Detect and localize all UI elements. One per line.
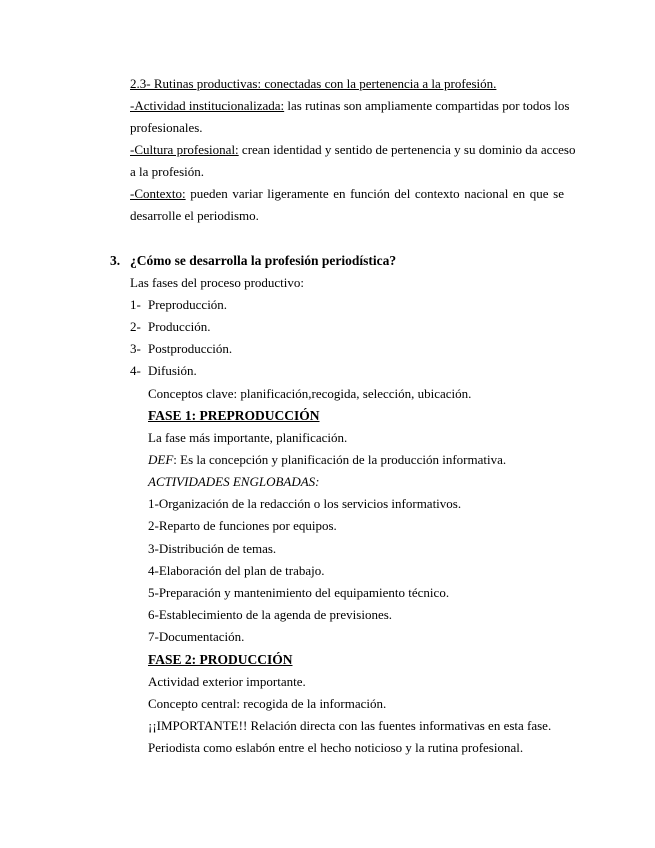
fase-1-title: FASE 1: PREPRODUCCIÓN bbox=[148, 408, 320, 423]
phase-label: Difusión. bbox=[148, 363, 197, 378]
phase-label: Postproducción. bbox=[148, 341, 233, 356]
actividad-text: las rutinas son ampliamente compartidas por todos los bbox=[284, 98, 570, 113]
fase-1-subtitle: La fase más importante, planificación. bbox=[148, 430, 348, 445]
def-text: : Es la concepción y planificación de la producción informativa. bbox=[173, 452, 507, 467]
phase-num: 1- bbox=[130, 297, 141, 312]
phases-intro: Las fases del proceso productivo: bbox=[130, 275, 305, 290]
contexto-term: -Contexto: bbox=[130, 186, 186, 201]
phase-label: Preproducción. bbox=[148, 297, 228, 312]
cultura-text: crean identidad y sentido de pertenencia y su dominio da acceso bbox=[238, 142, 576, 157]
contexto-text-cont: desarrolle el periodismo. bbox=[130, 208, 259, 223]
def-label: DEF bbox=[148, 452, 174, 467]
fase-1-definition bbox=[148, 452, 506, 468]
cultura-term: -Cultura profesional: bbox=[130, 142, 239, 157]
activity-item: 7-Documentación. bbox=[148, 629, 245, 644]
phase-num: 2- bbox=[130, 319, 141, 334]
activity-item: 5-Preparación y mantenimiento del equipamiento técnico. bbox=[148, 585, 450, 600]
activities-heading: ACTIVIDADES ENGLOBADAS: bbox=[148, 474, 320, 489]
section-3-title: ¿Cómo se desarrolla la profesión periodística? bbox=[130, 253, 397, 268]
fase-2-line: Actividad exterior importante. bbox=[148, 674, 306, 689]
fase-2-title: FASE 2: PRODUCCIÓN bbox=[148, 652, 293, 667]
activity-item: 4-Elaboración del plan de trabajo. bbox=[148, 563, 325, 578]
fase-2-line: Concepto central: recogida de la información. bbox=[148, 696, 387, 711]
activity-item: 2-Reparto de funciones por equipos. bbox=[148, 518, 337, 533]
contexto-text: pueden variar ligeramente en función del contexto nacional en que se bbox=[185, 186, 564, 201]
actividad-term: -Actividad institucionalizada: bbox=[130, 98, 285, 113]
activity-item: 6-Establecimiento de la agenda de previsiones. bbox=[148, 607, 393, 622]
cultura-line bbox=[130, 142, 575, 158]
phase-label: Producción. bbox=[148, 319, 211, 334]
key-concepts: Conceptos clave: planificación,recogida, selección, ubicación. bbox=[148, 386, 472, 401]
phase-num: 3- bbox=[130, 341, 141, 356]
fase-2-line: Periodista como eslabón entre el hecho noticioso y la rutina profesional. bbox=[148, 740, 524, 755]
section-2-3-heading: 2.3- Rutinas productivas: conectadas con la pertenencia a la profesión. bbox=[130, 76, 497, 91]
section-3-number: 3. bbox=[110, 253, 121, 268]
cultura-text-cont: a la profesión. bbox=[130, 164, 205, 179]
actividad-text-cont: profesionales. bbox=[130, 120, 203, 135]
activity-item: 1-Organización de la redacción o los servicios informativos. bbox=[148, 496, 462, 511]
phase-num: 4- bbox=[130, 363, 141, 378]
contexto-line bbox=[130, 186, 564, 202]
fase-2-line: ¡¡IMPORTANTE!! Relación directa con las fuentes informativas en esta fase. bbox=[148, 718, 552, 733]
actividad-line bbox=[130, 98, 570, 114]
activity-item: 3-Distribución de temas. bbox=[148, 541, 277, 556]
